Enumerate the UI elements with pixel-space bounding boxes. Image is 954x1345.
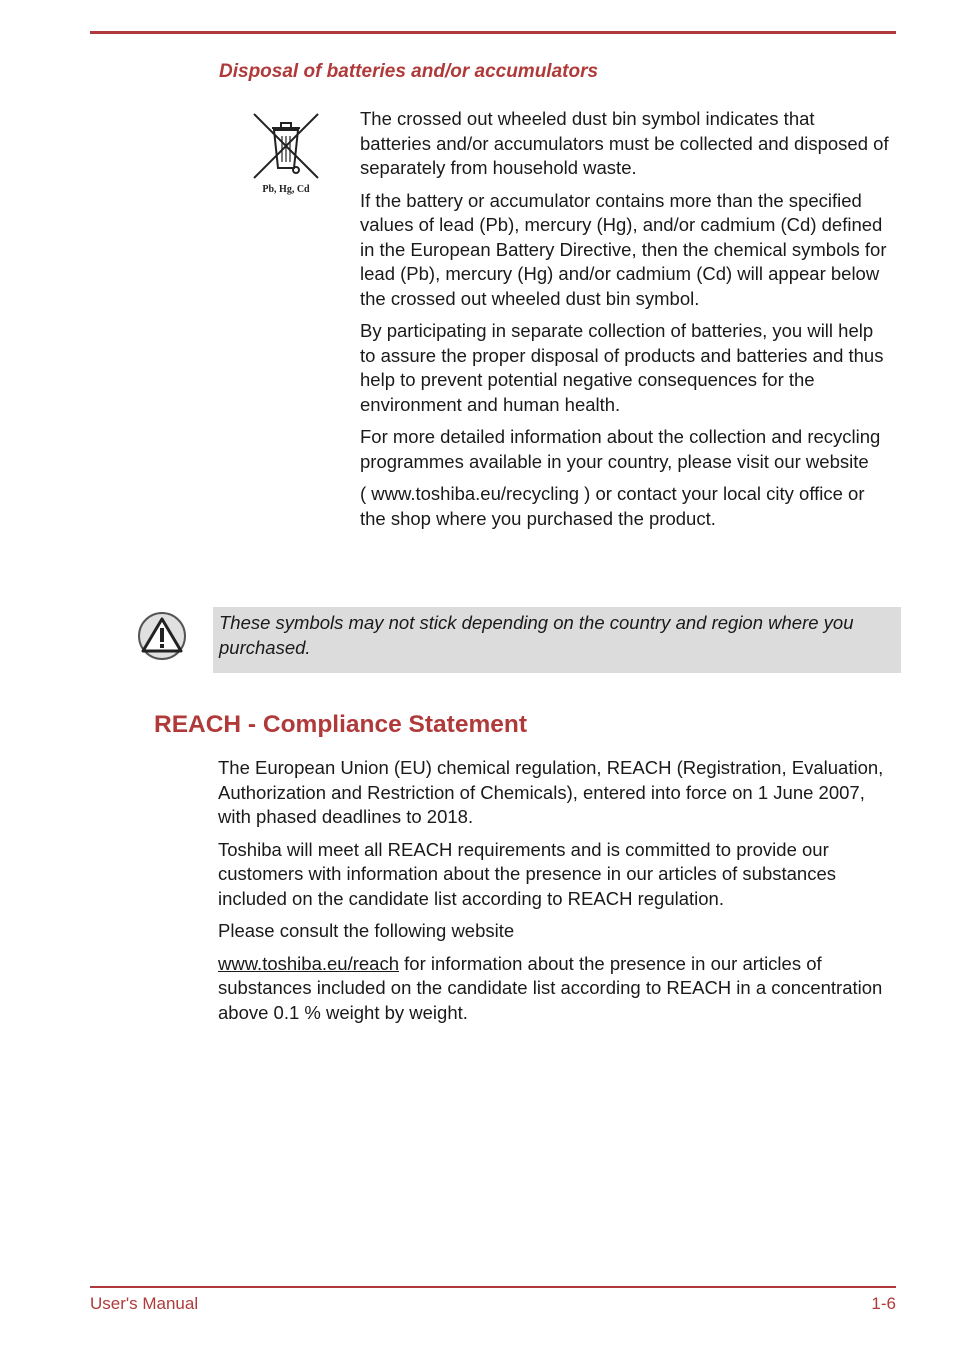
- note-box: [213, 607, 901, 673]
- reach-heading: REACH - Compliance Statement: [154, 711, 528, 738]
- bottom-rule: [90, 1286, 896, 1288]
- reach-body: [218, 756, 894, 1033]
- reach-paragraph: Please consult the following website: [218, 920, 515, 941]
- note-text: These symbols may not stick depending on the country and region where you purchased.: [219, 612, 854, 658]
- disposal-heading: Disposal of batteries and/or accumulators: [219, 61, 599, 82]
- disposal-body: [360, 107, 890, 539]
- bin-figure: [248, 110, 324, 195]
- reach-paragraph: Toshiba will meet all REACH requirements and is committed to provide our customers with information about the presence in our articles of substances included on the candidate list according to REACH regulation.: [218, 838, 837, 909]
- disposal-paragraph: ( www.toshiba.eu/recycling ) or contact your local city office or the shop where you purchased the product.: [360, 483, 865, 529]
- footer-title: User's Manual: [90, 1294, 199, 1313]
- disposal-paragraph: If the battery or accumulator contains more than the specified values of lead (Pb), mercury (Hg), and/or cadmium (Cd) defined in the European Battery Directive, then the chemical symbols for lead (Pb), mercury (Hg) and/or cadmium (Cd) will appear below the crossed out wheeled dust bin symbol.: [360, 189, 887, 309]
- disposal-paragraph: The crossed out wheeled dust bin symbol indicates that batteries and/or accumulators must be collected and disposed of separately from household waste.: [360, 108, 889, 178]
- reach-paragraph: The European Union (EU) chemical regulation, REACH (Registration, Evaluation, Authorization and Restriction of Chemicals), entered into force on 1 June 2007, with phased deadlines to 2018.: [218, 757, 884, 827]
- top-rule: [90, 31, 896, 34]
- reach-link[interactable]: www.toshiba.eu/reach: [218, 952, 399, 974]
- bin-caption: Pb, Hg, Cd: [262, 184, 310, 195]
- disposal-paragraph: For more detailed information about the collection and recycling programmes available in your country, please visit our website: [360, 426, 881, 472]
- reach-link-paragraph: [218, 952, 894, 1026]
- reach-link-suffix: for information about the presence in our articles of substances included on the candidate list according to REACH in a concentration above 0.1 % weight by weight.: [218, 952, 883, 1023]
- crossed-out-wheeled-bin-icon: [250, 110, 322, 182]
- warning-icon: [137, 611, 187, 666]
- page-number: 1-6: [871, 1294, 896, 1313]
- disposal-paragraph: By participating in separate collection of batteries, you will help to assure the proper disposal of products and batteries and thus help to prevent potential negative consequences for the environment and human health.: [360, 320, 884, 415]
